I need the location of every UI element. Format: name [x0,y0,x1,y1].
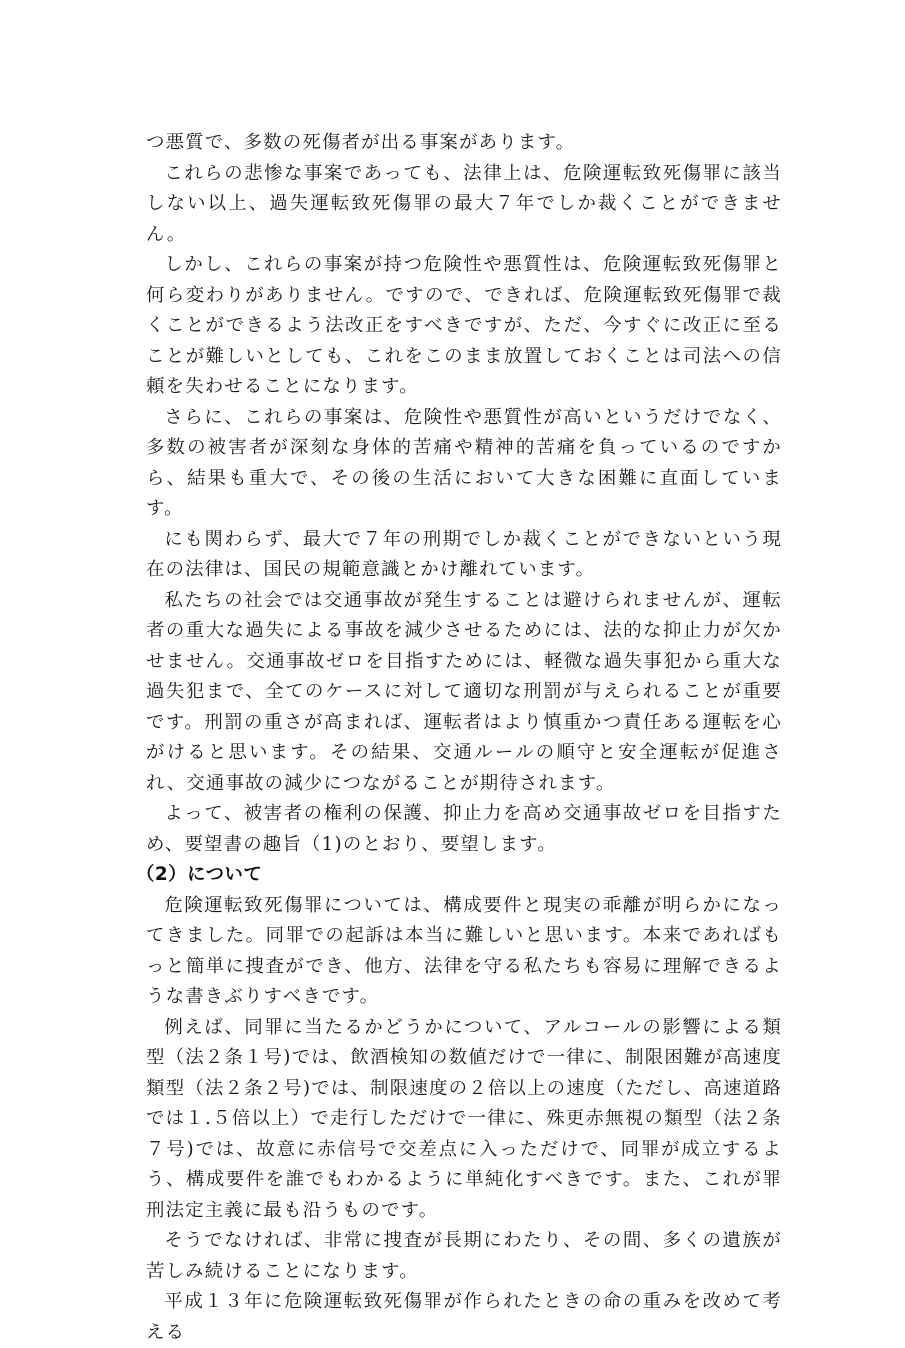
paragraph: 平成１３年に危険運転致死傷罪が作られたときの命の重みを改めて考える [146,1291,782,1343]
section-heading: （2）について [136,864,263,885]
paragraph: 例えば、同罪に当たるかどうかについて、アルコールの影響による類型（法２条１号)では、飲酒検知の数値だけで一律に、制限困難が高速度類型（法２条２号)では、制限速度の２倍以上の速度（ただし、高速道路では１.５倍以上）で走行しただけで一律に、殊更赤無視の類型（法２条７号)では、故意に赤信号で交差点に入っただけで、同罪が成立するよう、構成要件を誰でもわかるように単純化すべきです。また、これが罪刑法定主義に最も沿うものです。 [146,1016,782,1221]
paragraph-continued: つ悪質で、多数の死傷者が出る事案があります。 [146,132,576,153]
paragraph: にも関わらず、最大で７年の刑期でしか裁くことができないという現在の法律は、国民の規範意識とかけ離れています。 [146,528,782,580]
paragraph: これらの悲惨な事案であっても、法律上は、危険運転致死傷罪に該当しない以上、過失運転致死傷罪の最大７年でしか裁くことができません。 [146,162,782,245]
paragraph: 私たちの社会では交通事故が発生することは避けられませんが、運転者の重大な過失による事故を減少させるためには、法的な抑止力が欠かせません。交通事故ゼロを目指すためには、軽微な過失事犯から重大な過失犯まで、全てのケースに対して適切な刑罰が与えられることが重要です。刑罰の重さが高まれば、運転者はより慎重かつ責任ある運転を心がけると思います。その結果、交通ルールの順守と安全運転が促進され、交通事故の減少につながることが期待されます。 [146,589,782,794]
paragraph: そうでなければ、非常に捜査が長期にわたり、その間、多くの遺族が苦しみ続けることになります。 [146,1230,782,1282]
paragraph: 危険運転致死傷罪については、構成要件と現実の乖離が明らかになってきました。同罪での起訴は本当に難しいと思います。本来であればもっと簡単に捜査ができ、他方、法律を守る私たちも容易に理解できるような書きぶりすべきです。 [146,894,782,1007]
document-body [136,128,782,1348]
paragraph: しかし、これらの事案が持つ危険性や悪質性は、危険運転致死傷罪と何ら変わりがありません。ですので、できれば、危険運転致死傷罪で裁くことができるよう法改正をすべきですが、ただ、今すぐに改正に至ることが難しいとしても、これをこのまま放置しておくことは司法への信頼を失わせることになります。 [146,254,782,397]
paragraph: さらに、これらの事案は、危険性や悪質性が高いというだけでなく、多数の被害者が深刻な身体的苦痛や精神的苦痛を負っているのですから、結果も重大で、その後の生活において大きな困難に直面しています。 [146,406,782,519]
paragraph: よって、被害者の権利の保護、抑止力を高め交通事故ゼロを目指すため、要望書の趣旨（1)のとおり、要望します。 [146,803,782,855]
